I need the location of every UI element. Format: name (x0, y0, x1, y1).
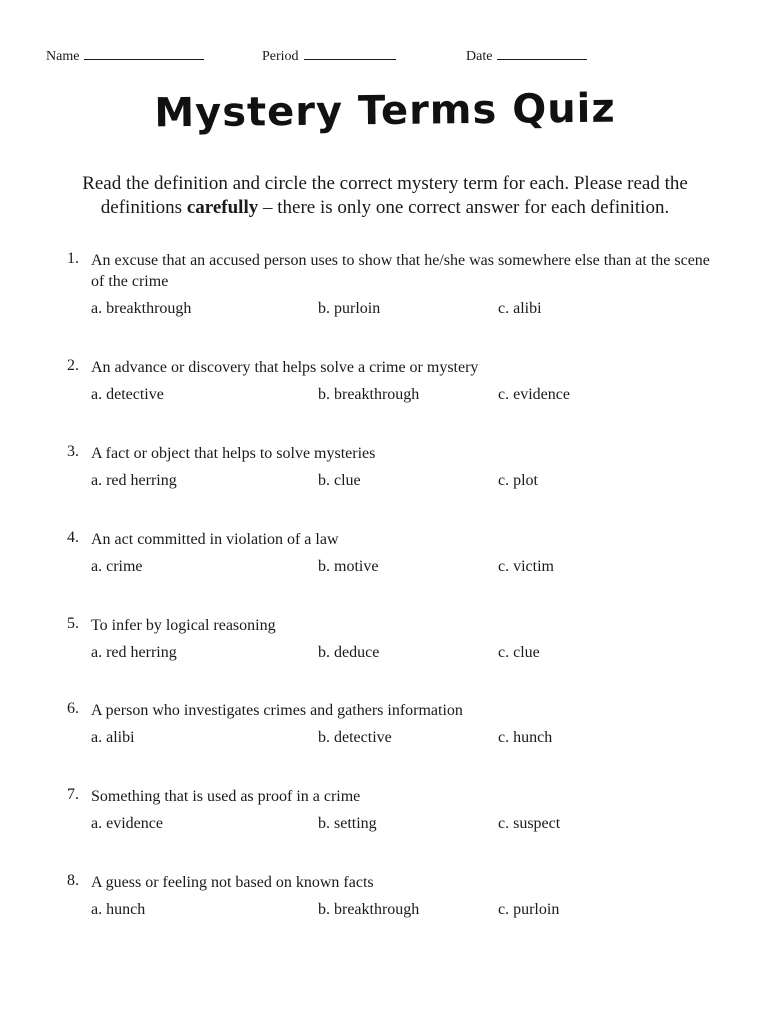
option-b[interactable]: b. motive (318, 558, 379, 575)
question-text: Something that is used as proof in a crime (91, 788, 361, 805)
question-text: An excuse that an accused person uses to show that he/she was somewhere else than at the scene of the crime (91, 252, 710, 290)
header-row (0, 46, 770, 66)
option-a[interactable]: a. red herring (91, 644, 177, 661)
option-c[interactable]: c. hunch (498, 729, 553, 746)
option-b[interactable]: b. purloin (318, 300, 381, 317)
question-text: To infer by logical reasoning (91, 617, 276, 634)
instructions-text-2: – there is only one correct answer for each definition. (258, 197, 670, 218)
option-c[interactable]: c. plot (498, 472, 538, 489)
question-text: A person who investigates crimes and gathers information (91, 702, 463, 719)
instructions-emphasis: carefully (186, 197, 259, 218)
option-a[interactable]: a. crime (91, 558, 143, 575)
question-number: 5. (67, 615, 79, 632)
question-number: 8. (67, 872, 79, 889)
date-blank[interactable] (497, 46, 587, 60)
question-number: 2. (67, 357, 79, 374)
question-number: 1. (67, 250, 79, 267)
question-number: 6. (67, 700, 79, 717)
question-number: 4. (67, 529, 79, 546)
option-b[interactable]: b. breakthrough (318, 901, 420, 918)
question-text: A fact or object that helps to solve mysteries (91, 445, 376, 462)
instructions-text-1: Read the definition and circle the correct mystery term for each. Please read the definitions (82, 173, 688, 218)
option-c[interactable]: c. alibi (498, 300, 542, 317)
question-text: An act committed in violation of a law (91, 531, 339, 548)
option-a[interactable]: a. breakthrough (91, 300, 192, 317)
option-c[interactable]: c. victim (498, 558, 554, 575)
option-b[interactable]: b. breakthrough (318, 386, 420, 403)
option-a[interactable]: a. alibi (91, 729, 135, 746)
option-a[interactable]: a. hunch (91, 901, 146, 918)
question-text: A guess or feeling not based on known facts (91, 874, 374, 891)
name-blank[interactable] (84, 46, 204, 60)
option-b[interactable]: b. detective (318, 729, 392, 746)
question-text: An advance or discovery that helps solve a crime or mystery (91, 359, 479, 376)
question-number: 3. (67, 443, 79, 460)
period-field[interactable] (262, 46, 396, 65)
option-b[interactable]: b. setting (318, 815, 377, 832)
option-c[interactable]: c. evidence (498, 386, 570, 403)
option-a[interactable]: a. evidence (91, 815, 163, 832)
date-label: Date (466, 49, 493, 64)
name-field[interactable] (46, 46, 204, 65)
option-b[interactable]: b. clue (318, 472, 361, 489)
instructions (40, 172, 730, 220)
option-c[interactable]: c. suspect (498, 815, 561, 832)
option-c[interactable]: c. clue (498, 644, 540, 661)
page-title: Mystery Terms Quiz (154, 85, 616, 137)
question-number: 7. (67, 786, 79, 803)
option-c[interactable]: c. purloin (498, 901, 560, 918)
option-a[interactable]: a. detective (91, 386, 164, 403)
name-label: Name (46, 49, 80, 64)
date-field[interactable] (466, 46, 587, 65)
period-label: Period (262, 49, 299, 64)
period-blank[interactable] (304, 46, 396, 60)
option-a[interactable]: a. red herring (91, 472, 177, 489)
option-b[interactable]: b. deduce (318, 644, 380, 661)
